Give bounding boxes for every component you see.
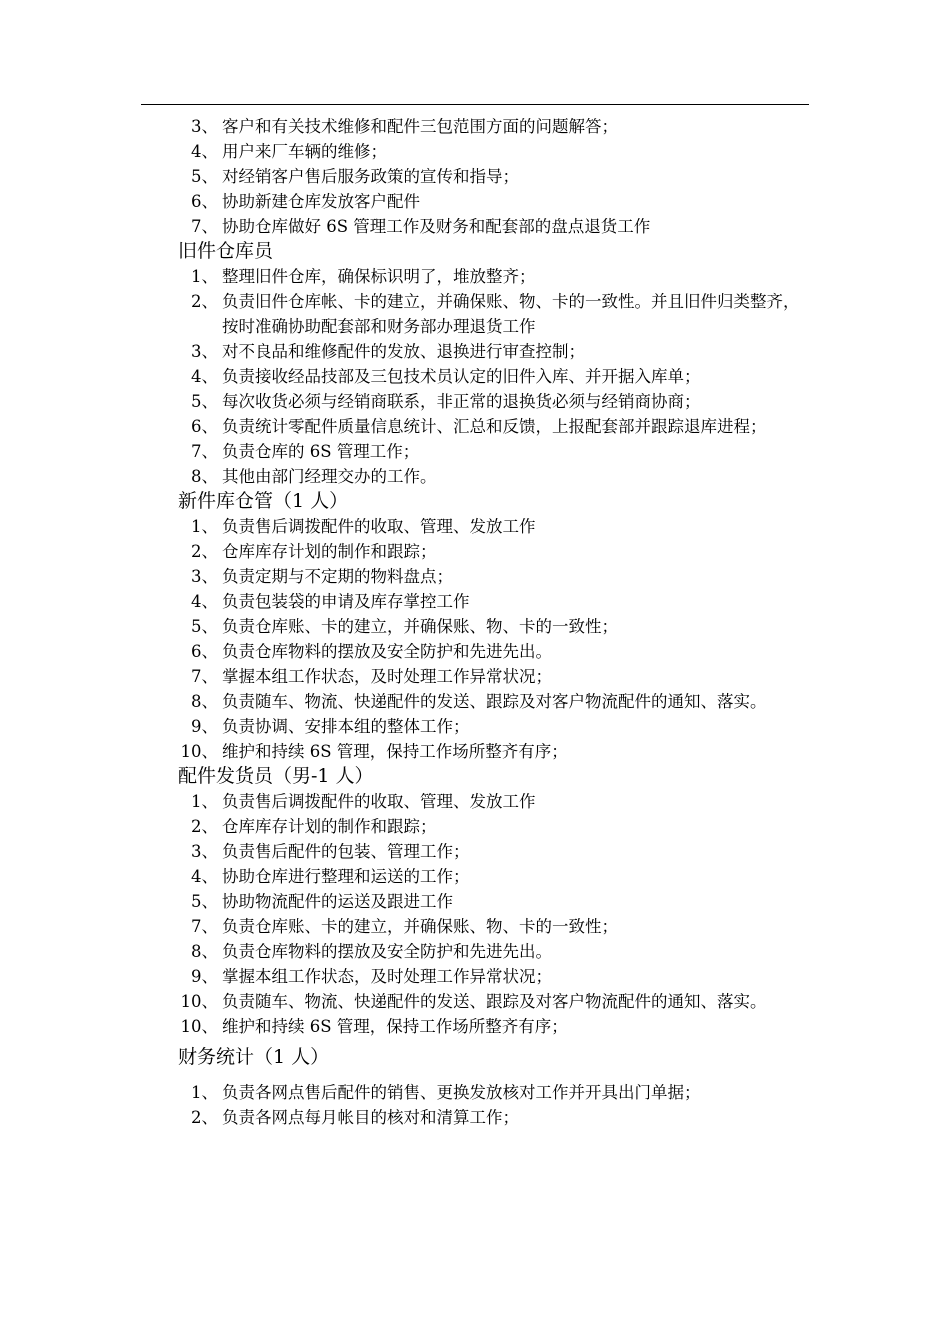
item-text: 协助仓库做好 6S 管理工作及财务和配套部的盘点退货工作 — [222, 217, 651, 236]
item-text: 掌握本组工作状态，及时处理工作异常状况； — [222, 967, 552, 986]
item-text: 负责各网点每月帐目的核对和清算工作； — [222, 1108, 519, 1127]
list-item — [178, 514, 810, 539]
item-text: 负责售后配件的包装、管理工作； — [222, 842, 470, 861]
item-text: 负责定期与不定期的物料盘点； — [222, 567, 453, 586]
document-body — [178, 114, 810, 1130]
item-number: 5、 — [191, 892, 218, 911]
list-item — [178, 464, 810, 489]
item-number: 3、 — [191, 567, 218, 586]
list-item — [178, 339, 810, 364]
item-number: 6、 — [191, 417, 218, 436]
item-number: 6、 — [191, 642, 218, 661]
item-text: 对经销客户售后服务政策的宣传和指导； — [222, 167, 519, 186]
item-number: 8、 — [191, 942, 218, 961]
item-number: 1、 — [191, 792, 218, 811]
item-text: 仓库库存计划的制作和跟踪； — [222, 817, 437, 836]
item-number: 5、 — [191, 167, 218, 186]
item-number: 7、 — [191, 442, 218, 461]
list-item — [178, 964, 810, 989]
item-text: 负责协调、安排本组的整体工作； — [222, 717, 470, 736]
section-heading: 新件库仓管（1 人） — [178, 490, 349, 512]
item-text: 客户和有关技术维修和配件三包范围方面的问题解答； — [222, 117, 618, 136]
item-text: 负责仓库物料的摆放及安全防护和先进先出。 — [222, 942, 552, 961]
list-item — [178, 864, 810, 889]
item-text: 整理旧件仓库，确保标识明了，堆放整齐； — [222, 267, 536, 286]
item-number: 7、 — [191, 667, 218, 686]
item-number: 5、 — [191, 392, 218, 411]
item-text: 负责售后调拨配件的收取、管理、发放工作 — [222, 792, 536, 811]
item-text: 负责包装袋的申请及库存掌控工作 — [222, 592, 470, 611]
item-number: 10、 — [180, 1017, 218, 1036]
item-text: 负责售后调拨配件的收取、管理、发放工作 — [222, 517, 536, 536]
item-text: 协助物流配件的运送及跟进工作 — [222, 892, 453, 911]
item-text: 负责仓库账、卡的建立，并确保账、物、卡的一致性； — [222, 917, 618, 936]
list-item — [178, 739, 810, 764]
section-heading: 旧件仓库员 — [178, 240, 274, 262]
item-number: 7、 — [191, 917, 218, 936]
list-item — [178, 989, 810, 1014]
list-item — [178, 789, 810, 814]
list-item — [178, 714, 810, 739]
item-number: 5、 — [191, 617, 218, 636]
item-text: 维护和持续 6S 管理，保持工作场所整齐有序； — [222, 1017, 568, 1036]
item-number: 7、 — [191, 217, 218, 236]
item-number: 4、 — [191, 142, 218, 161]
list-item — [178, 439, 810, 464]
list-item — [178, 364, 810, 389]
item-text: 负责仓库账、卡的建立，并确保账、物、卡的一致性； — [222, 617, 618, 636]
header-rule — [141, 104, 809, 105]
list-item — [178, 689, 810, 714]
section-spacer — [178, 1070, 810, 1080]
item-text: 负责接收经品技部及三包技术员认定的旧件入库、并开据入库单； — [222, 367, 701, 386]
item-number: 4、 — [191, 367, 218, 386]
list-item — [178, 914, 810, 939]
item-number: 10、 — [180, 992, 218, 1011]
item-number: 4、 — [191, 867, 218, 886]
item-number: 3、 — [191, 342, 218, 361]
item-number: 8、 — [191, 692, 218, 711]
item-number: 2、 — [191, 542, 218, 561]
item-number: 1、 — [191, 517, 218, 536]
item-text: 负责仓库物料的摆放及安全防护和先进先出。 — [222, 642, 552, 661]
section-heading: 配件发货员（男-1 人） — [178, 765, 374, 787]
item-number: 3、 — [191, 842, 218, 861]
item-number: 6、 — [191, 192, 218, 211]
list-item — [178, 1080, 810, 1105]
list-item — [178, 164, 810, 189]
item-number: 1、 — [191, 1083, 218, 1102]
list-item — [178, 939, 810, 964]
list-item — [178, 614, 810, 639]
list-item — [178, 1014, 810, 1039]
list-item — [178, 589, 810, 614]
item-number: 10、 — [180, 742, 218, 761]
list-item — [178, 889, 810, 914]
list-item — [178, 539, 810, 564]
list-item — [178, 564, 810, 589]
item-text: 负责各网点售后配件的销售、更换发放核对工作并开具出门单据； — [222, 1083, 701, 1102]
list-item — [178, 839, 810, 864]
item-text: 负责仓库的 6S 管理工作； — [222, 442, 420, 461]
list-item — [178, 1105, 810, 1130]
item-number: 2、 — [191, 292, 218, 311]
item-number: 8、 — [191, 467, 218, 486]
item-number: 9、 — [191, 717, 218, 736]
list-item — [178, 814, 810, 839]
item-number: 3、 — [191, 117, 218, 136]
item-text: 负责随车、物流、快递配件的发送、跟踪及对客户物流配件的通知、落实。 — [222, 992, 767, 1011]
item-text: 仓库库存计划的制作和跟踪； — [222, 542, 437, 561]
section-container — [178, 239, 810, 1130]
section-heading: 财务统计（1 人） — [178, 1046, 330, 1068]
item-number: 9、 — [191, 967, 218, 986]
item-text: 每次收货必须与经销商联系，非正常的退换货必须与经销商协商； — [222, 392, 701, 411]
item-number: 2、 — [191, 1108, 218, 1127]
list-item — [178, 639, 810, 664]
intro-list — [178, 114, 810, 239]
item-number: 2、 — [191, 817, 218, 836]
list-item — [178, 664, 810, 689]
item-text: 协助新建仓库发放客户配件 — [222, 192, 420, 211]
item-text: 对不良品和维修配件的发放、退换进行审查控制； — [222, 342, 585, 361]
list-item — [178, 289, 810, 339]
list-item — [178, 389, 810, 414]
item-text: 协助仓库进行整理和运送的工作； — [222, 867, 470, 886]
list-item — [178, 264, 810, 289]
list-item — [178, 189, 810, 214]
item-text: 负责随车、物流、快递配件的发送、跟踪及对客户物流配件的通知、落实。 — [222, 692, 767, 711]
item-number: 4、 — [191, 592, 218, 611]
item-text: 负责旧件仓库帐、卡的建立，并确保账、物、卡的一致性。并且旧件归类整齐，按时准确协助配套部和财务部办理退货工作 — [222, 292, 800, 336]
list-item — [178, 414, 810, 439]
list-item — [178, 214, 810, 239]
item-number: 1、 — [191, 267, 218, 286]
item-text: 其他由部门经理交办的工作。 — [222, 467, 437, 486]
item-text: 负责统计零配件质量信息统计、汇总和反馈，上报配套部并跟踪退库进程； — [222, 417, 767, 436]
item-text: 用户来厂车辆的维修； — [222, 142, 387, 161]
item-text: 维护和持续 6S 管理，保持工作场所整齐有序； — [222, 742, 568, 761]
list-item — [178, 114, 810, 139]
list-item — [178, 139, 810, 164]
item-text: 掌握本组工作状态，及时处理工作异常状况； — [222, 667, 552, 686]
